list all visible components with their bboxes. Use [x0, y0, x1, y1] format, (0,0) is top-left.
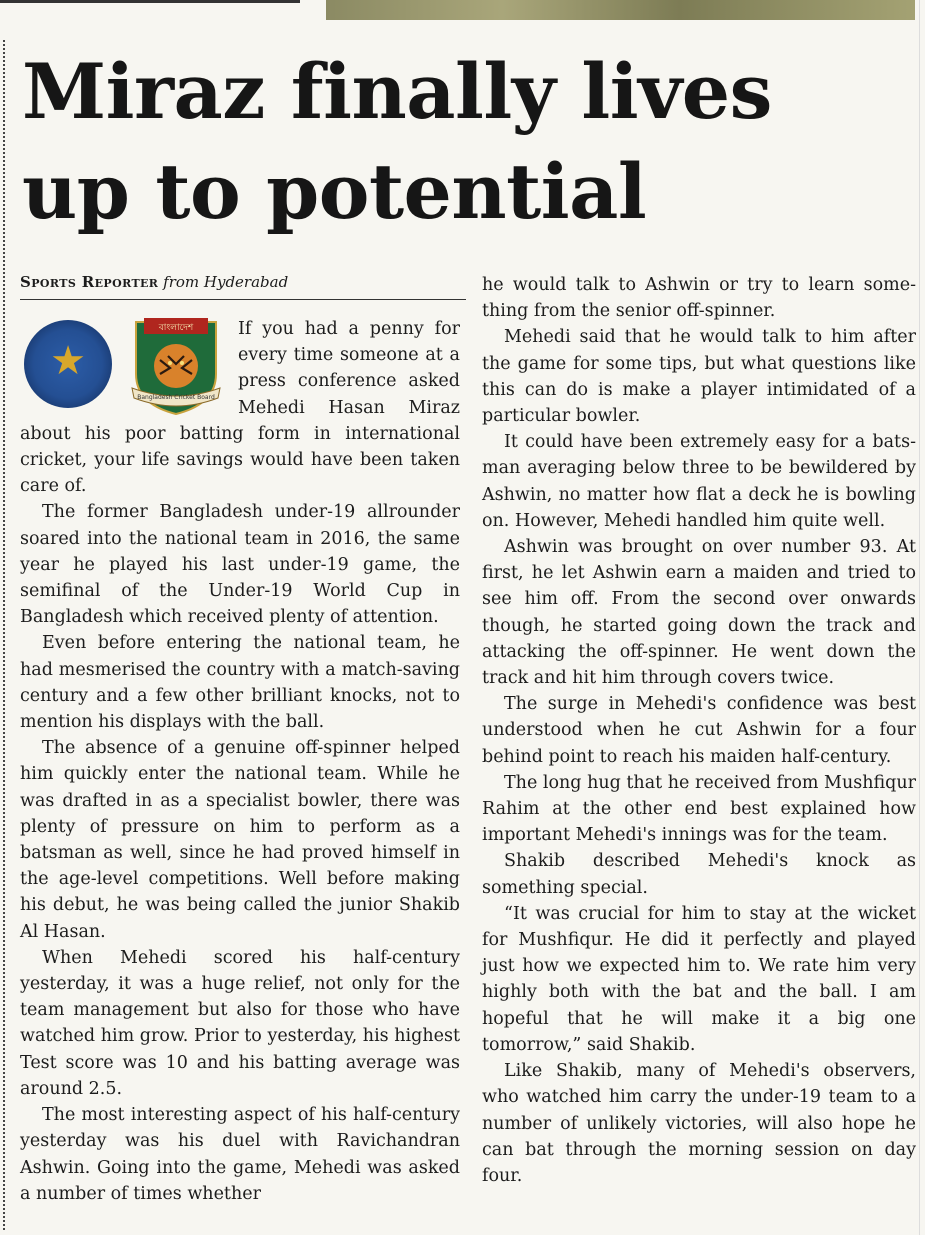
- paragraph: The absence of a genuine off-spinner helped him quickly enter the national team. While he was drafted in as a specialist bowler, there was plenty of pressure on him to perform as a batsman as well, since he had proved himself in the age-level competitions. Well before making his debut, he was being called the junior Shakib Al Hasan.: [20, 738, 460, 942]
- bcci-logo-icon: [24, 320, 112, 408]
- paragraph: Even before entering the national team, he had mesmerised the country with a match-saving century and a few other brilliant knocks, not to mention his displays with the ball.: [20, 633, 460, 733]
- paragraph: Like Shakib, many of Mehedi's observers, who watched him carry the under-19 team to a number of unlikely victories, will also hope he can bat through the morning session on day four.: [482, 1061, 916, 1186]
- paragraph: he would talk to Ashwin or try to learn something from the senior off-spinner.: [482, 275, 916, 322]
- photo-strip: [326, 0, 915, 20]
- logos: [20, 316, 232, 420]
- bcb-ribbon-text: Bangladesh Cricket Board: [137, 394, 215, 401]
- star-icon: ★: [50, 338, 86, 384]
- page-edge: [919, 0, 920, 1235]
- paragraph: Mehedi said that he would talk to him after the game for some tips, but what questions like this can do is make a player intimidated of a particular bowler.: [482, 327, 916, 427]
- paragraph: The surge in Mehedi's confidence was best understood when he cut Ashwin for a four behind point to reach his maiden half-century.: [482, 694, 916, 767]
- bcb-logo-icon: [130, 316, 222, 416]
- bcb-banner-text: বাংলাদেশ: [158, 323, 194, 333]
- byline-rule: [20, 299, 466, 300]
- paragraph: The long hug that he received from Mushfiqur Rahim at the other end best explained how important Mehedi's innings was for the team.: [482, 772, 916, 846]
- article-column-1: [20, 316, 460, 1207]
- headline: Miraz finally lives up to potential: [22, 47, 772, 236]
- top-rule: [0, 0, 300, 3]
- paragraph: Ashwin was brought on over number 93. At first, he let Ashwin earn a maiden and tried to see him off. From the second over onwards though, he started going down the track and attacking the off-spinner. He went down the track and hit him through covers twice.: [482, 537, 916, 689]
- byline-reporter: Sports Reporter: [20, 273, 159, 291]
- byline: [20, 272, 460, 292]
- byline-location: from Hyderabad: [163, 273, 289, 291]
- article-column-2: [482, 272, 916, 1189]
- paragraph: “It was crucial for him to stay at the wicket for Mushfiqur. He did it perfectly and played just how we expected him to. We rate him very highly both with the bat and the ball. I am hopeful that he will make it a big one tomorrow,” said Shakib.: [482, 903, 916, 1055]
- cut-line: [3, 40, 5, 1230]
- paragraph: When Mehedi scored his half-century yesterday, it was a huge relief, not only for the team management but also for those who have watched him grow. Prior to yesterday, his highest Test score was 10 and his batting average was around 2.5.: [20, 947, 460, 1099]
- paragraph: The former Bangladesh under-19 allrounder soared into the national team in 2016, the same year he played his last under-19 game, the semifinal of the Under-19 World Cup in Bangladesh which received plenty of attention.: [20, 502, 460, 628]
- paragraph: It could have been extremely easy for a batsman averaging below three to be bewildered by Ashwin, no matter how flat a deck he is bowling on. However, Mehedi handled him quite well.: [482, 432, 916, 531]
- paragraph: If you had a penny for every time someone at a press conference asked Mehedi Hasan Miraz about his poor batting form in international cricket, your life savings would have been taken care of.: [20, 319, 460, 497]
- paragraph: Shakib described Mehedi's knock as something special.: [482, 851, 916, 898]
- paragraph: The most interesting aspect of his half-century yesterday was his duel with Ravichandran Ashwin. Going into the game, Mehedi was asked a number of times whether: [20, 1105, 460, 1204]
